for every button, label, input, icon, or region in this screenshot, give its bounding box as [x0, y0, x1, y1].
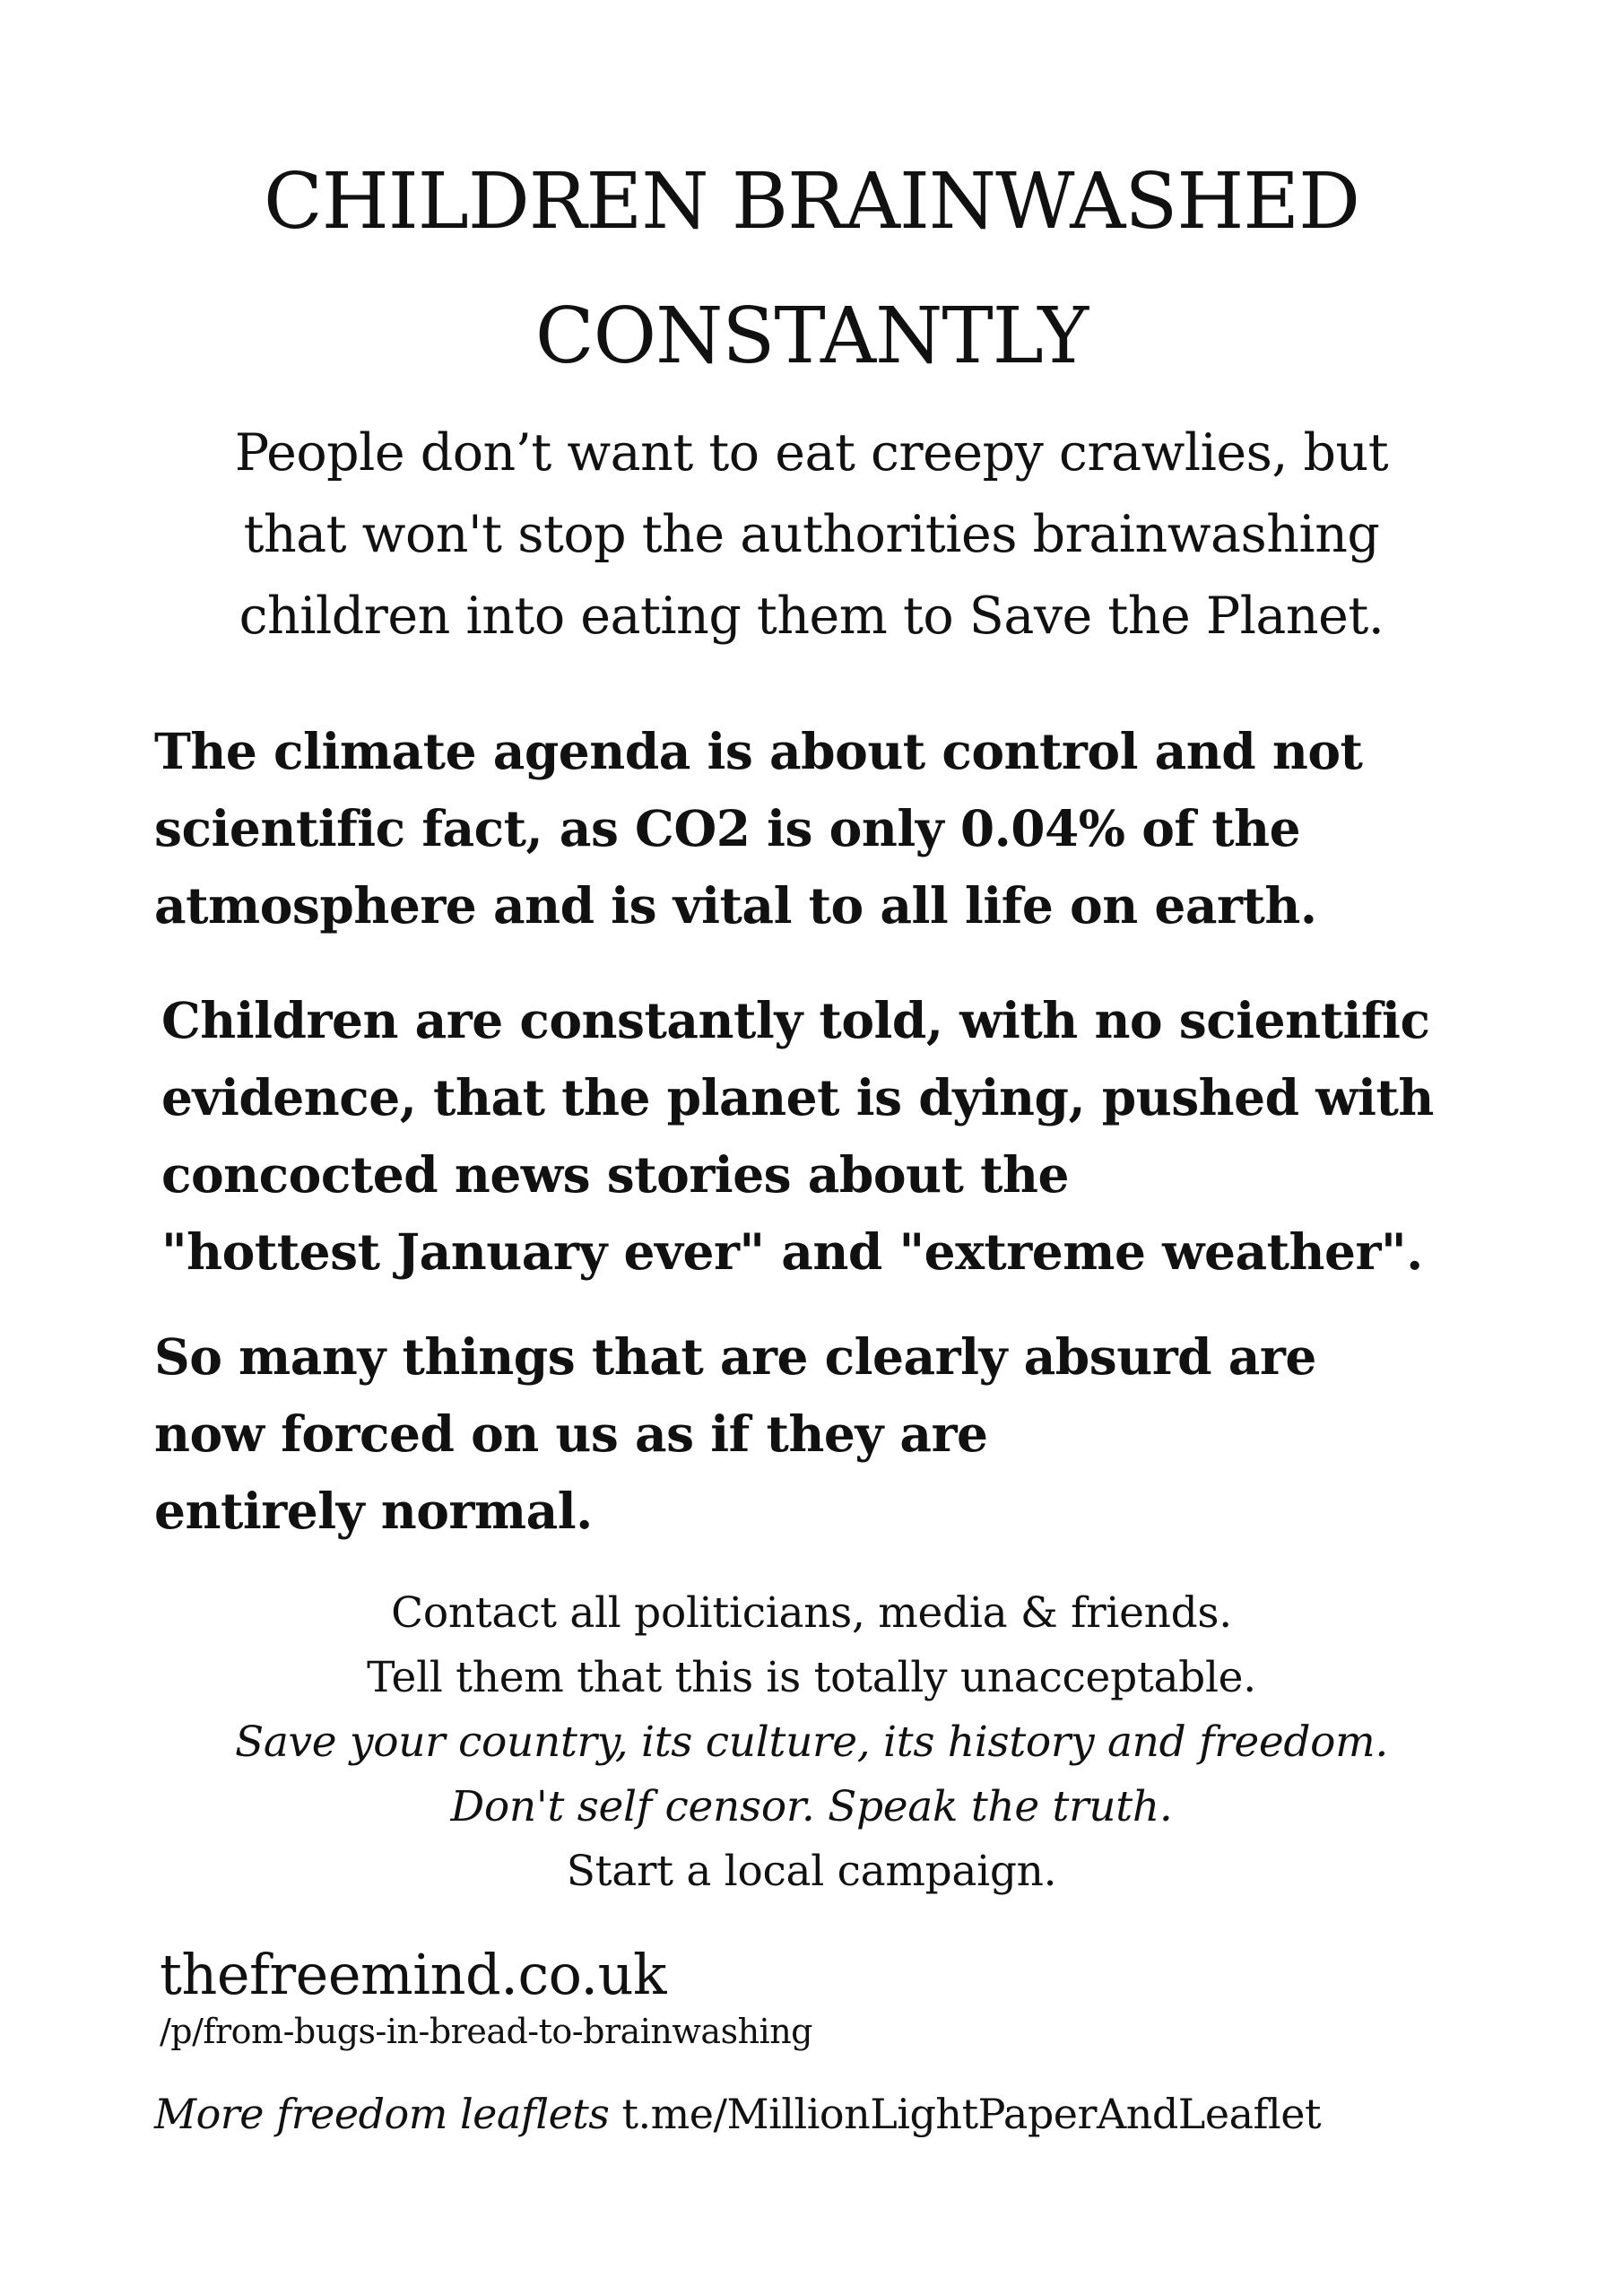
- climate-agenda-paragraph: [154, 713, 1589, 944]
- cta-line-italic: Save your country, its culture, its history and freedom.: [234, 1718, 1389, 1767]
- paragraph-line: concocted news stories about the: [161, 1145, 1070, 1204]
- paragraph-line: now forced on us as if they are: [154, 1405, 988, 1463]
- headline-line-2: CONSTANTLY: [534, 291, 1089, 381]
- paragraph-line: "hottest January ever" and "extreme weather".: [161, 1222, 1423, 1281]
- call-to-action: [90, 1581, 1533, 1904]
- intro-line: that won't stop the authorities brainwashing: [243, 505, 1380, 564]
- cta-line-italic: Don't self censor. Speak the truth.: [450, 1782, 1173, 1831]
- intro-paragraph: [81, 413, 1542, 657]
- paragraph-line: The climate agenda is about control and not: [154, 722, 1363, 780]
- paragraph-line: scientific fact, as CO2 is only 0.04% of the: [154, 799, 1301, 857]
- footer-link: t.me/MillionLightPaperAndLeaflet: [621, 2090, 1321, 2138]
- footer-line: [154, 2083, 1321, 2145]
- headline-line-1: CHILDREN BRAINWASHED: [263, 157, 1360, 247]
- intro-line: People don’t want to eat creepy crawlies, but: [234, 423, 1389, 483]
- paragraph-line: Children are constantly told, with no scientific: [161, 991, 1430, 1049]
- paragraph-line: atmosphere and is vital to all life on earth.: [154, 876, 1317, 935]
- source-site: thefreemind.co.uk: [160, 1942, 667, 2007]
- paragraph-line: So many things that are clearly absurd are: [154, 1327, 1316, 1386]
- source-path: /p/from-bugs-in-bread-to-brainwashing: [160, 2012, 813, 2051]
- paragraph-line: evidence, that the planet is dying, pushed with: [161, 1068, 1434, 1126]
- cta-line: Tell them that this is totally unacceptable.: [367, 1653, 1256, 1702]
- cta-line: Contact all politicians, media & friends.: [391, 1588, 1232, 1638]
- intro-line: children into eating them to Save the Planet.: [239, 587, 1384, 646]
- children-told-paragraph: [161, 982, 1596, 1291]
- footer-label: More freedom leaflets: [154, 2090, 610, 2138]
- paragraph-line: entirely normal.: [154, 1482, 593, 1540]
- cta-line: Start a local campaign.: [566, 1847, 1057, 1896]
- absurd-things-paragraph: [154, 1318, 1589, 1550]
